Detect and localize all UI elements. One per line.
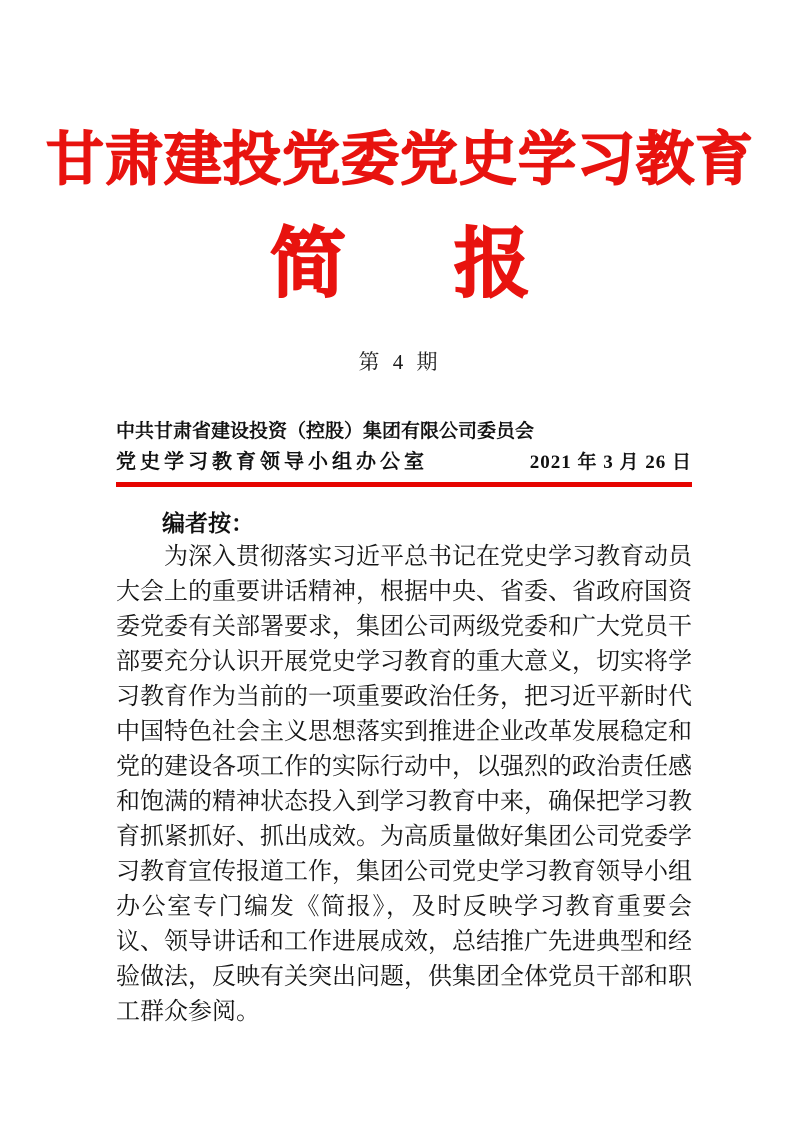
editor-note-label: 编者按： bbox=[162, 510, 254, 536]
bulletin-subtitle bbox=[0, 223, 800, 307]
issuer-row bbox=[116, 449, 692, 476]
issue-date: 2021 年 3 月 26 日 bbox=[529, 452, 692, 473]
issuing-org-line2: 党史学习教育领导小组办公室 bbox=[116, 451, 428, 473]
editor-note-section bbox=[116, 506, 692, 1030]
issue-number: 第 4 期 bbox=[358, 350, 442, 374]
subtitle-char-bao: 报 bbox=[454, 223, 530, 307]
bulletin-masthead-title: 甘肃建投党委党史学习教育 bbox=[45, 127, 754, 192]
issuer-block bbox=[116, 420, 692, 487]
red-divider-line bbox=[116, 482, 692, 487]
document-content bbox=[0, 420, 800, 1030]
subtitle-char-jian: 简 bbox=[270, 223, 346, 307]
issuing-org-line1: 中共甘肃省建设投资（控股）集团有限公司委员会 bbox=[116, 421, 535, 442]
editor-note-paragraph: 为深入贯彻落实习近平总书记在党史学习教育动员大会上的重要讲话精神，根据中央、省委、省政府国资委党委有关部署要求，集团公司两级党委和广大党员干部要充分认识开展党史学习教育的重大意义，切实将学习教育作为当前的一项重要政治任务，把习近平新时代中国特色社会主义思想落实到推进企业改革发展稳定和党的建设各项工作的实际行动中，以强烈的政治责任感和饱满的精神状态投入到学习教育中来，确保把学习教育抓紧抓好、抓出成效。为高质量做好集团公司党委学习教育宣传报道工作，集团公司党史学习教育领导小组办公室专门编发《简报》，及时反映学习教育重要会议、领导讲话和工作进展成效，总结推广先进典型和经验做法，反映有关突出问题，供集团全体党员干部和职工群众参阅。 bbox=[116, 544, 692, 1025]
